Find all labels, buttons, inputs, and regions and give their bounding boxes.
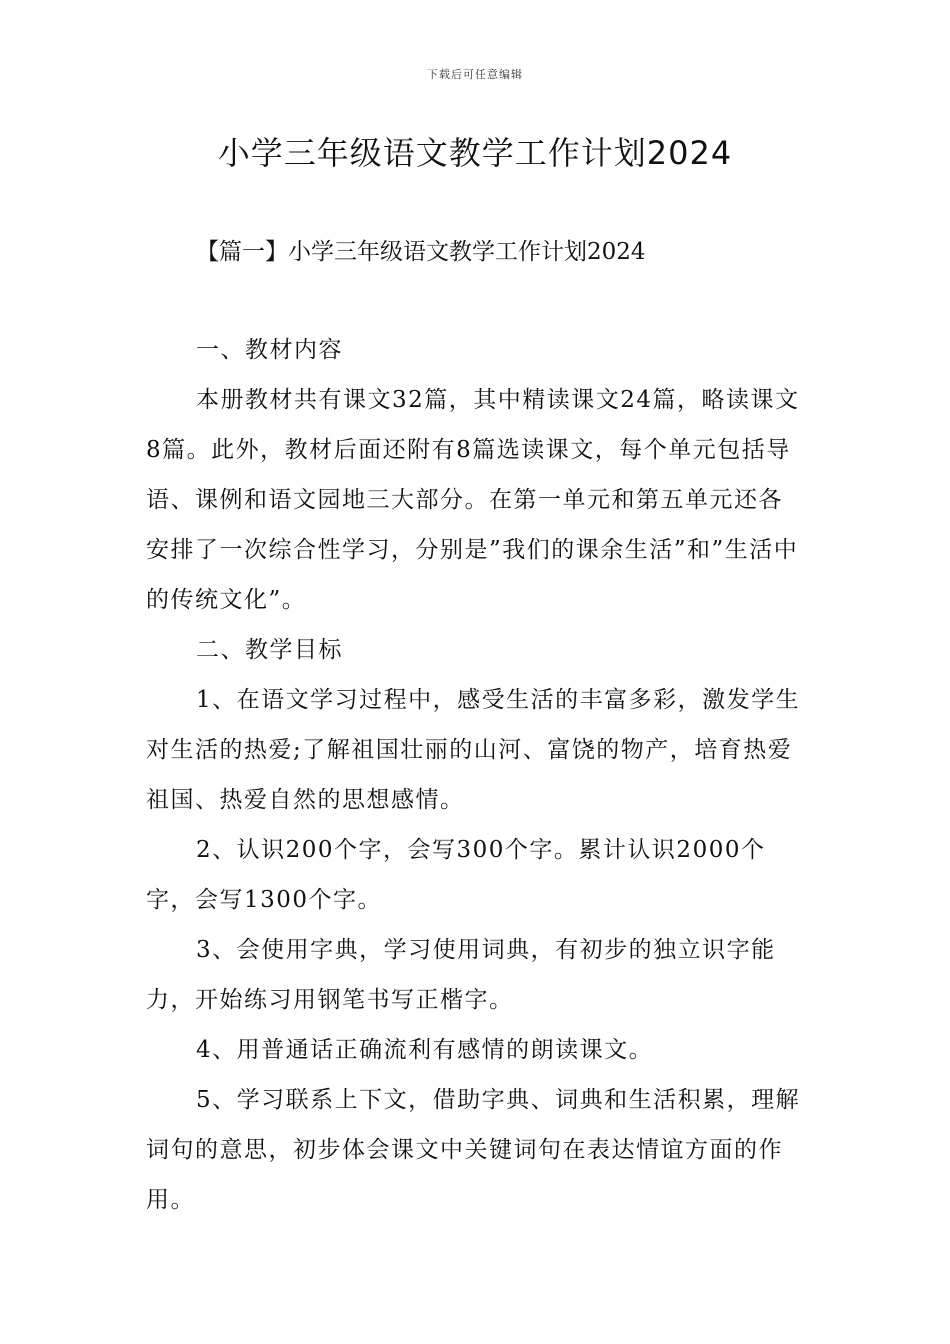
goal-item-5: 5、学习联系上下文，借助字典、词典和生活积累，理解词句的意思，初步体会课文中关键词句在表达情谊方面的作用。 bbox=[146, 1087, 801, 1213]
document-title: 小学三年级语文教学工作计划2024 bbox=[217, 134, 733, 172]
goal-item-3: 3、会使用字典，学习使用词典，有初步的独立识字能力，开始练习用钢笔书写正楷字。 bbox=[146, 937, 776, 1013]
document-subtitle: 【篇一】小学三年级语文教学工作计划2024 bbox=[196, 239, 646, 265]
goal-item-2: 2、认识200个字，会写300个字。累计认识2000个字，会写1300个字。 bbox=[146, 837, 766, 913]
section-heading-materials: 一、教材内容 bbox=[196, 337, 343, 363]
section-heading-goals: 二、教学目标 bbox=[196, 637, 343, 663]
paragraph-materials: 本册教材共有课文32篇，其中精读课文24篇，略读课文8篇。此外，教材后面还附有8篇选读课文，每个单元包括导语、课例和语文园地三大部分。在第一单元和第五单元还各安排了一次综合性学习，分别是”我们的课余生活”和”生活中的传统文化”。 bbox=[146, 387, 800, 613]
document-body bbox=[146, 325, 806, 1225]
page-header-note: 下载后可任意编辑 bbox=[427, 68, 523, 81]
goal-item-1: 1、在语文学习过程中，感受生活的丰富多彩，激发学生对生活的热爱;了解祖国壮丽的山河、富饶的物产，培育热爱祖国、热爱自然的思想感情。 bbox=[146, 687, 801, 813]
goal-item-4: 4、用普通话正确流利有感情的朗读课文。 bbox=[196, 1037, 654, 1063]
